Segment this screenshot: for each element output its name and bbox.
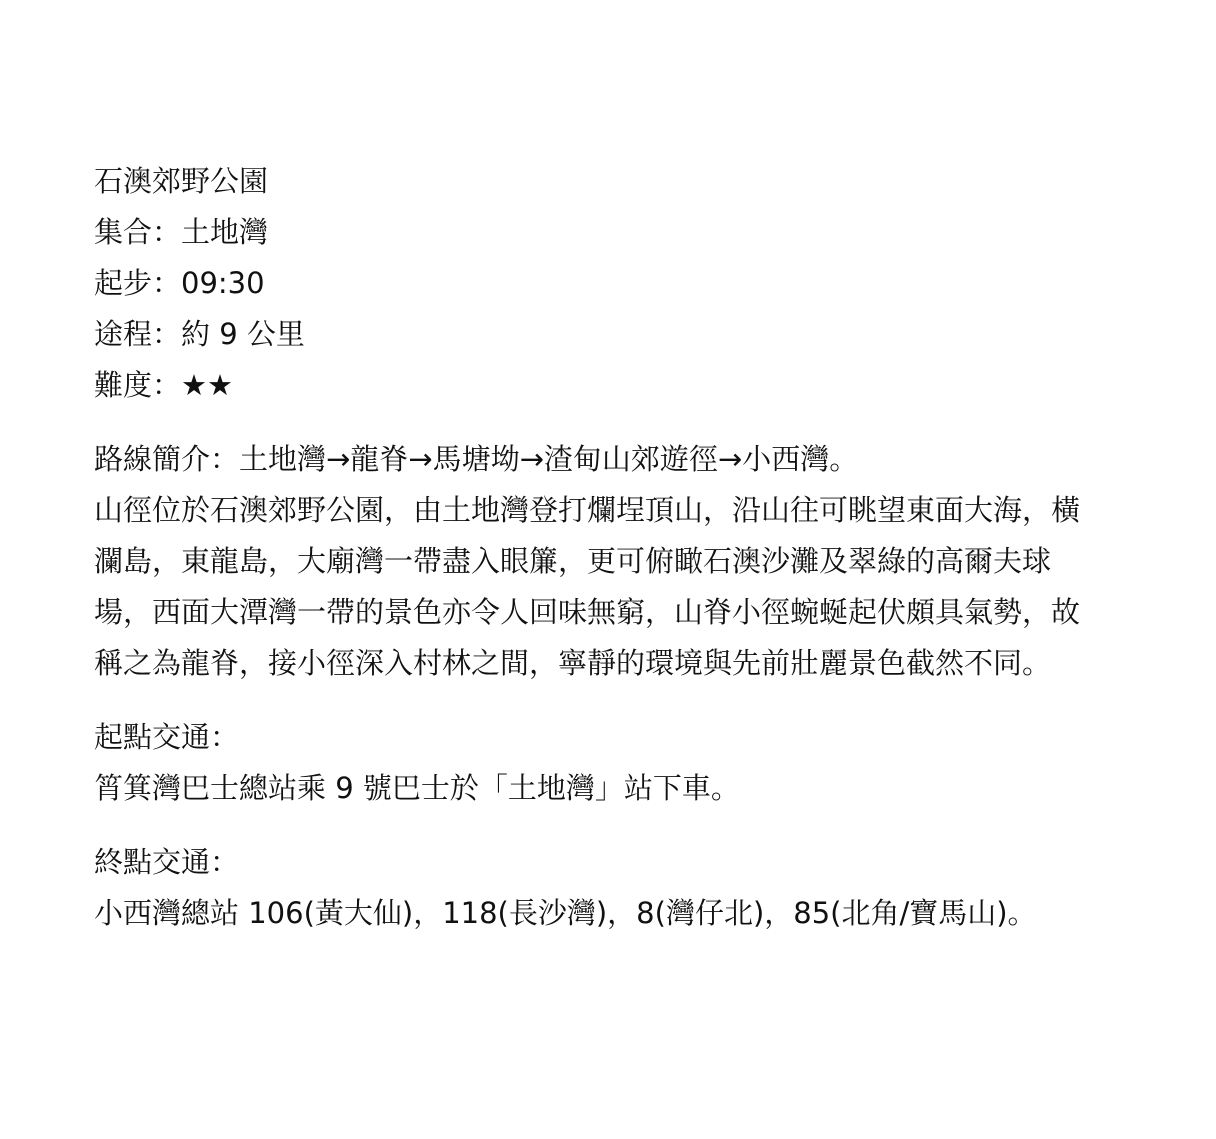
route-summary: 路線簡介：土地灣→龍脊→馬塘坳→渣甸山郊遊徑→小西灣。 bbox=[94, 442, 859, 476]
start-time: 起步：09:30 bbox=[94, 266, 265, 300]
start-transport-heading: 起點交通： bbox=[94, 720, 240, 754]
route-description: 山徑位於石澳郊野公園，由土地灣登打爛埕頂山，沿山往可眺望東面大海，橫瀾島，東龍島，大廟灣一帶盡入眼簾，更可俯瞰石澳沙灘及翠綠的高爾夫球場，西面大潭灣一帶的景色亦令人回味無窮，山脊小徑蜿蜒起伏頗具氣勢，故稱之為龍脊，接小徑深入村林之間，寧靜的環境與先前壯麗景色截然不同。 bbox=[94, 493, 1081, 680]
section-spacer bbox=[94, 411, 1104, 434]
start-transport-text: 筲箕灣巴士總站乘 9 號巴士於「土地灣」站下車。 bbox=[94, 771, 740, 805]
section-spacer bbox=[94, 814, 1104, 837]
meeting-point: 集合：土地灣 bbox=[94, 215, 269, 249]
difficulty-rating: 難度：★★ bbox=[94, 368, 233, 402]
end-transport-text: 小西灣總站 106(黃大仙)，118(長沙灣)，8(灣仔北)，85(北角/寶馬山)。 bbox=[94, 896, 1037, 930]
section-spacer bbox=[94, 689, 1104, 712]
route-distance: 途程：約 9 公里 bbox=[94, 317, 305, 351]
document-page bbox=[94, 156, 1104, 939]
end-transport-heading: 終點交通： bbox=[94, 845, 240, 879]
document-title: 石澳郊野公園 bbox=[94, 164, 269, 198]
